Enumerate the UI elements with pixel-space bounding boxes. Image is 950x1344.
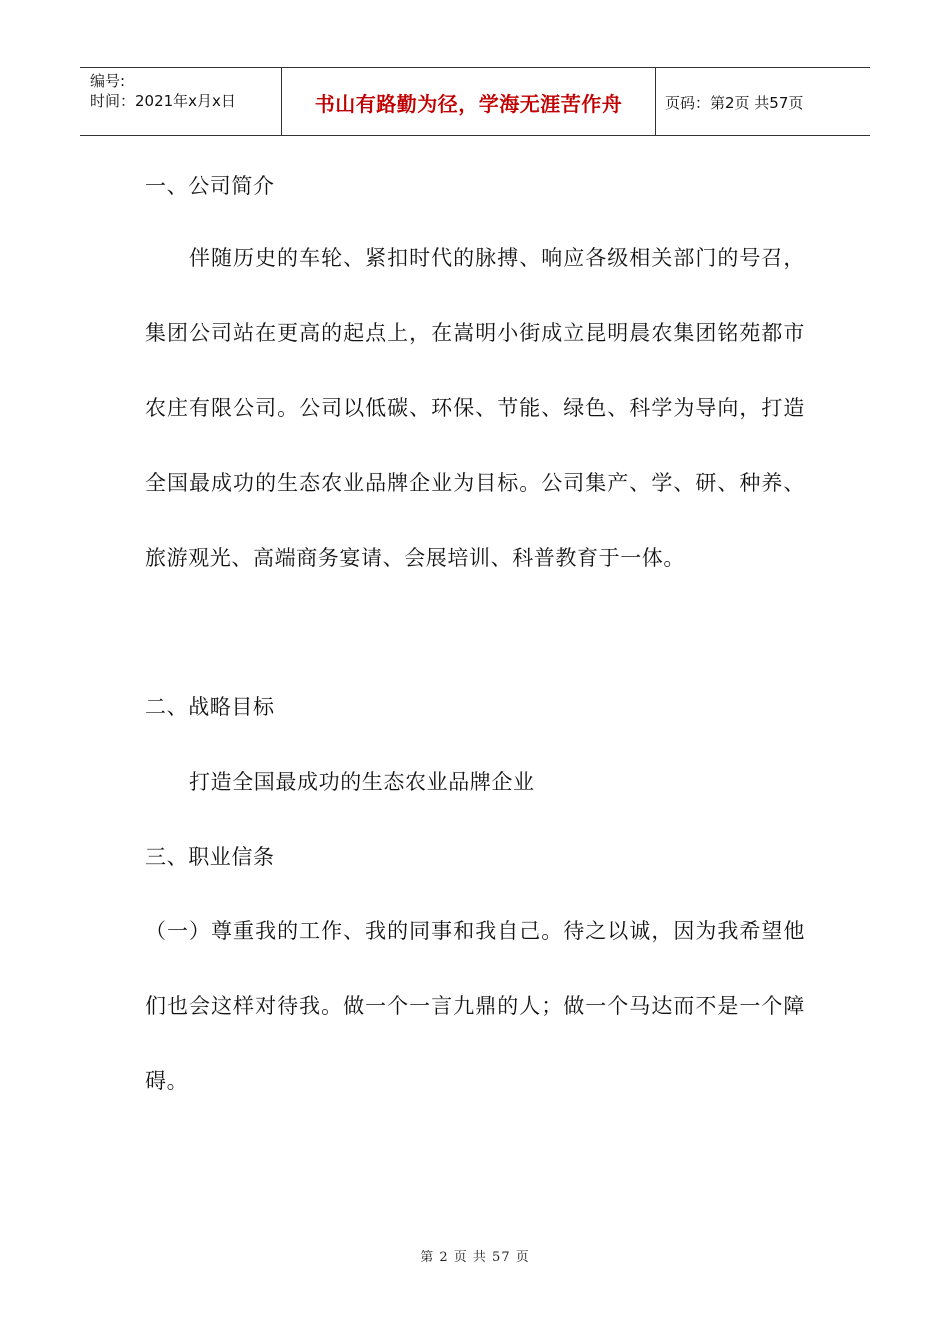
company-intro-paragraph: 伴随历史的车轮、紧扣时代的脉搏、响应各级相关部门的号召，集团公司站在更高的起点上，在嵩明小街成立昆明晨农集团铭苑都市农庄有限公司。公司以低碳、环保、节能、绿色、科学为导向，打造全国最成功的生态农业品牌企业为目标。公司集产、学、研、种养、旅游观光、高端商务宴请、会展培训、科普教育于一体。	[145, 246, 805, 570]
page-footer: 第 2 页 共 57 页	[420, 1250, 530, 1265]
section-title-company-intro: 一、公司简介	[145, 174, 275, 198]
credo-paragraph: （一）尊重我的工作、我的同事和我自己。待之以诚，因为我希望他们也会这样对待我。做一个一言九鼎的人；做一个马达而不是一个障碍。	[145, 919, 805, 1093]
document-header	[80, 67, 870, 136]
section-title-strategy: 二、战略目标	[145, 695, 275, 719]
number-label: 编号:	[90, 72, 126, 90]
section-title-credo: 三、职业信条	[145, 845, 275, 869]
header-page-info: 页码：第2页 共57页	[665, 94, 804, 112]
header-meta	[90, 71, 236, 111]
strategy-paragraph: 打造全国最成功的生态农业品牌企业	[189, 770, 535, 794]
time-label: 时间：2021年x月x日	[90, 92, 236, 110]
header-motto: 书山有路勤为径，学海无涯苦作舟	[314, 92, 623, 116]
header-divider	[655, 68, 656, 135]
